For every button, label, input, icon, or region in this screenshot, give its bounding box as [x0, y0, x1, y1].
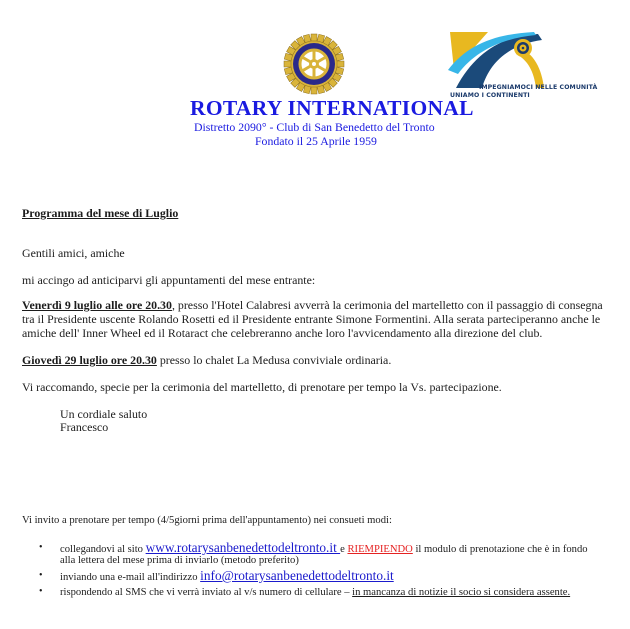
logo-tagline-line2: UNIAMO I CONTINENTI: [450, 92, 530, 99]
booking-item-sms: [60, 586, 570, 599]
booking-intro: Vi invito a prenotare per tempo (4/5giorni prima dell'appuntamento) nei consueti modi:: [22, 515, 392, 526]
event1-line1: , presso l'Hotel Calabresi avverrà la cerimonia del martelletto con il passaggio di consegna: [171, 298, 603, 312]
bullet-icon: •: [39, 570, 43, 581]
bullet-icon: •: [39, 586, 43, 597]
website-link[interactable]: www.rotarysanbenedettodeltronto.it: [145, 540, 341, 555]
rotary-wheel-logo: [283, 33, 345, 95]
event1-paragraph: [22, 298, 603, 340]
closing-salutation: Un cordiale saluto: [60, 407, 148, 421]
event1-date: Venerdì 9 luglio alle ore 20.30: [22, 298, 172, 312]
event2-paragraph: [22, 353, 391, 367]
recommendation-text: Vi raccomando, specie per la cerimonia del martelletto, di prenotare per tempo la Vs. partecipazione.: [22, 380, 502, 394]
sms-warning: in mancanza di notizie il socio si considera assente.: [352, 587, 571, 598]
booking-item-website-line2: alla lettera del mese prima di inviarlo (metodo preferito): [60, 555, 299, 566]
org-title: ROTARY INTERNATIONAL: [190, 96, 474, 120]
logo-tagline-line1: IMPEGNIAMOCI NELLE COMUNITÀ: [479, 84, 598, 91]
event1-line2: tra il Presidente uscente Rolando Rosetti ed il Presidente entrante Simone Formentini. Alla serata parteciperanno anche le: [22, 312, 601, 326]
event1-line3: amiche dell' Inner Wheel ed il Rotaract che celebreranno anche loro l'avvicendamento alla direzione del club.: [22, 326, 543, 340]
rotary-wheel-icon: [283, 33, 345, 95]
founded-date: Fondato il 25 Aprile 1959: [255, 134, 377, 148]
intro-text: mi accingo ad anticiparvi gli appuntamenti del mese entrante:: [22, 273, 316, 287]
event2-date: Giovedì 29 luglio ore 20.30: [22, 353, 157, 367]
email-prefix: inviando una e-mail all'indirizzo: [60, 572, 201, 583]
section-heading: Programma del mese di Luglio: [22, 206, 179, 220]
org-subtitle: Distretto 2090° - Club di San Benedetto del Tronto: [194, 120, 435, 134]
greeting: Gentili amici, amiche: [22, 246, 125, 260]
fill-highlight: RIEMPIENDO: [347, 544, 413, 555]
website-suffix: il modulo di prenotazione che è in fondo: [412, 544, 588, 555]
email-link[interactable]: info@rotarysanbenedettodeltronto.it: [200, 568, 394, 583]
signature: Francesco: [60, 420, 109, 434]
event2-text: presso lo chalet La Medusa conviviale ordinaria.: [156, 353, 392, 367]
booking-item-email: [60, 569, 394, 584]
website-mid: e: [340, 544, 348, 555]
bullet-icon: •: [39, 542, 43, 553]
arch-emblem-icon: [446, 30, 556, 88]
district-theme-logo: [446, 30, 556, 88]
sms-prefix: rispondendo al SMS che vi verrà inviato al v/s numero di cellulare –: [60, 587, 353, 598]
website-prefix: collegandovi al sito: [60, 544, 146, 555]
